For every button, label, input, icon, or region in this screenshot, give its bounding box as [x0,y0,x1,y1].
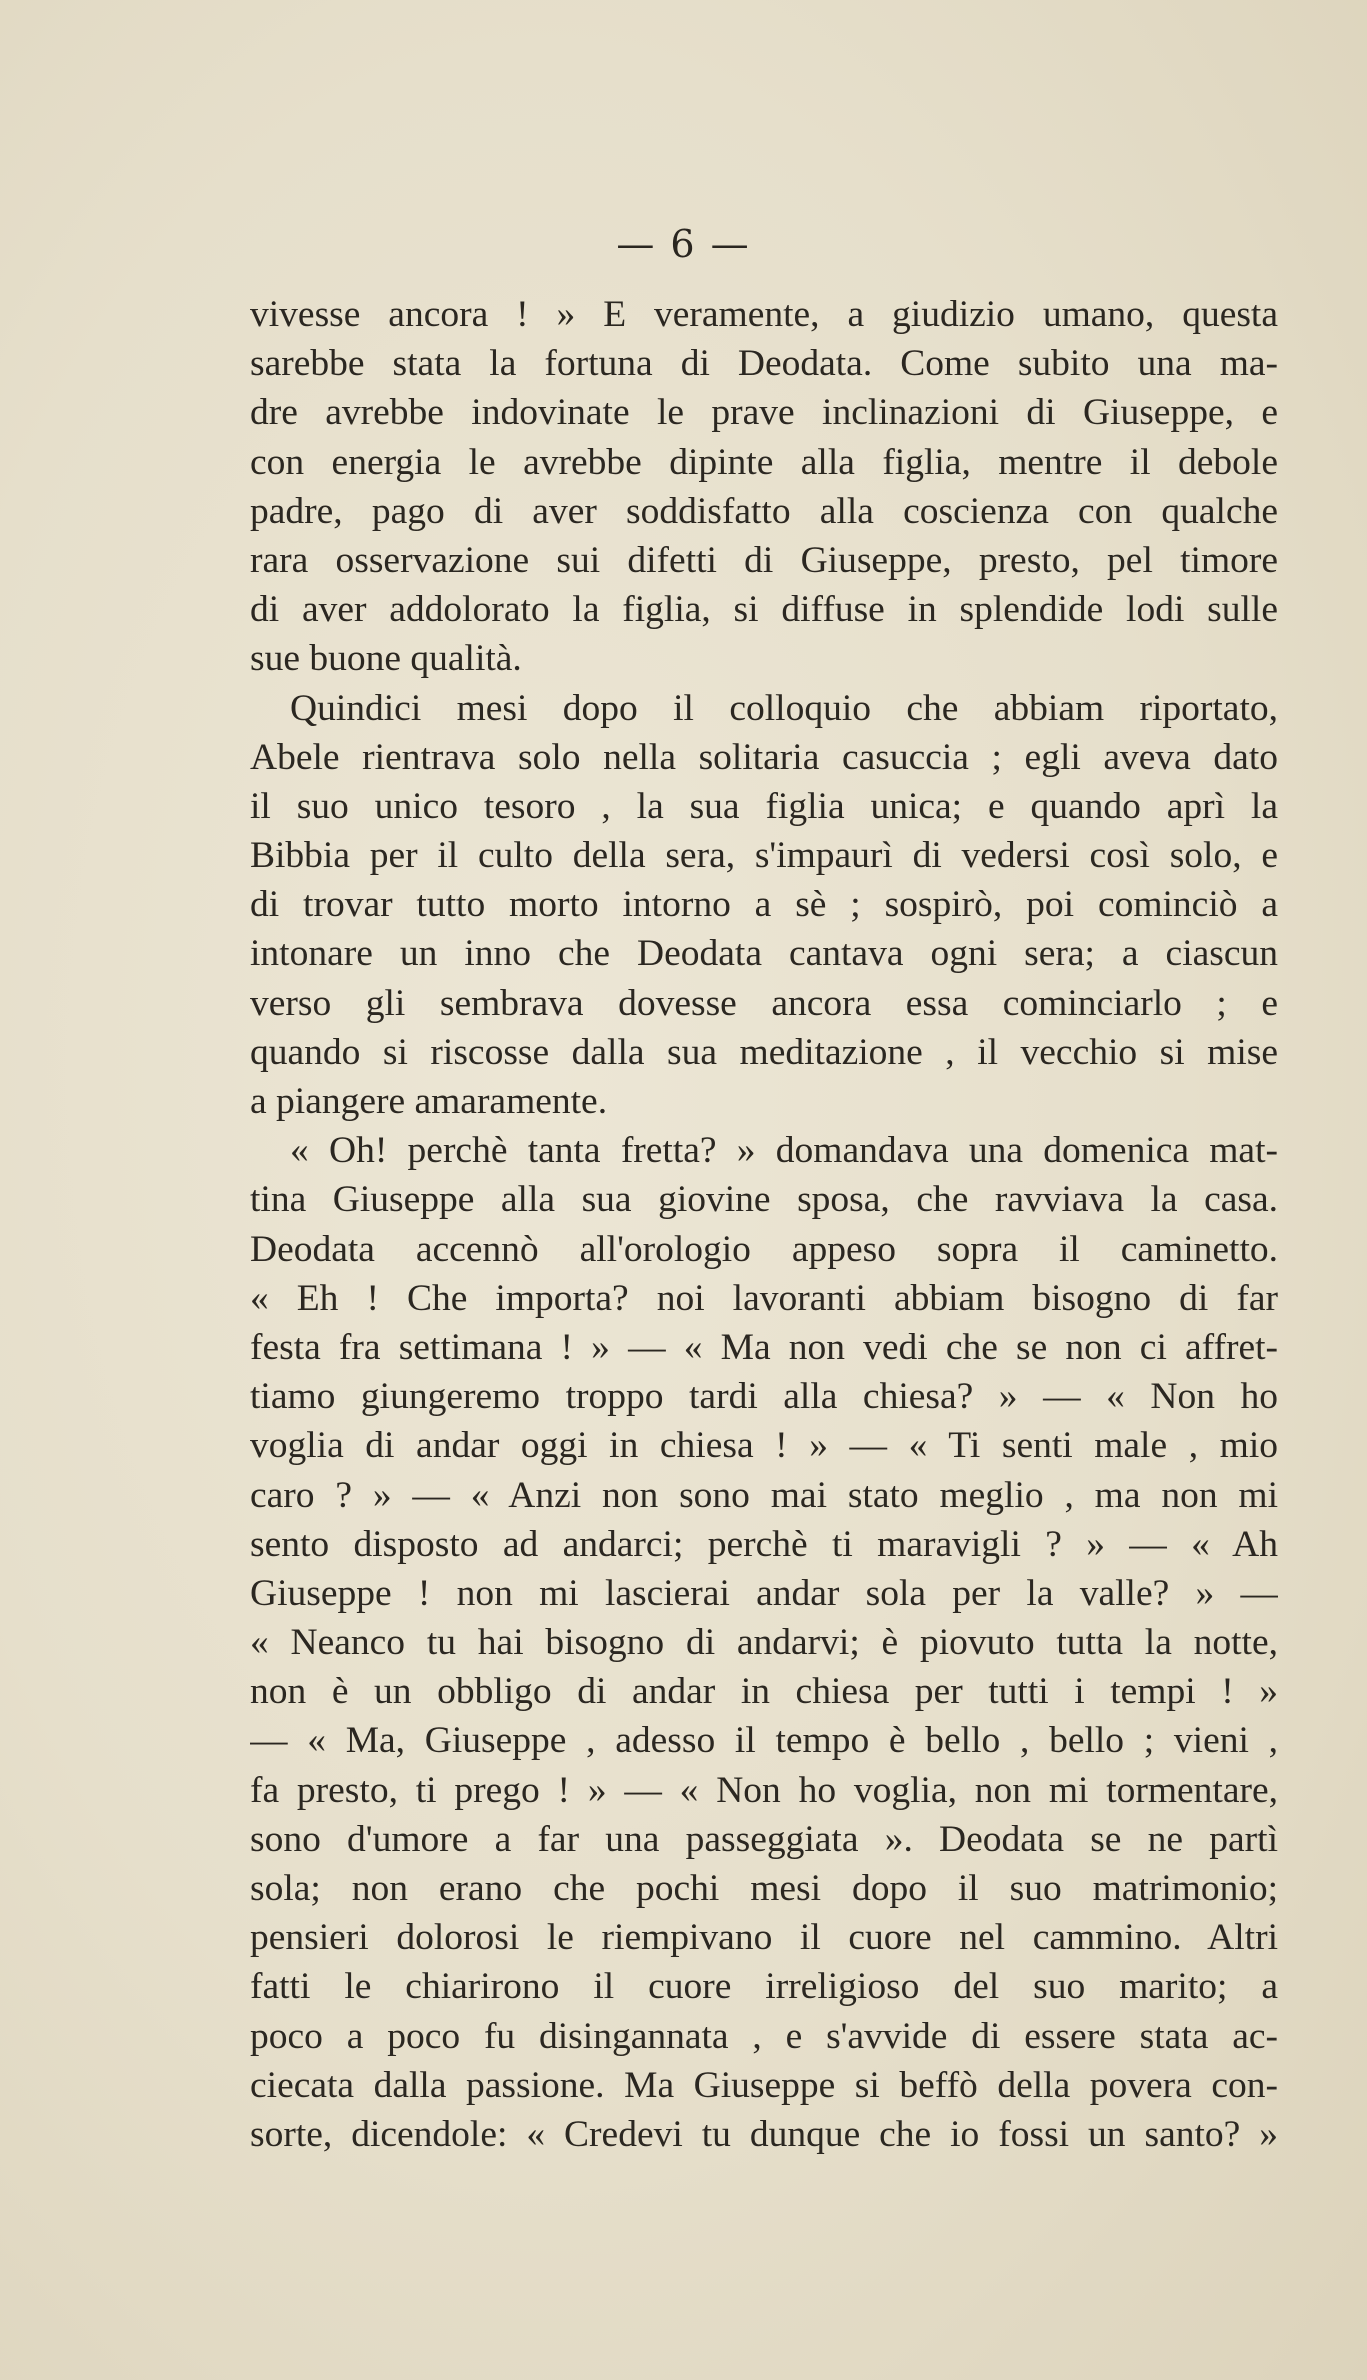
text-line: Abele rientrava solo nella solitaria casuccia ; egli aveva dato [250,736,1278,778]
text-line: verso gli sembrava dovesse ancora essa cominciarlo ; e [250,982,1278,1024]
text-line: ciecata dalla passione. Ma Giuseppe si beffò della povera con- [250,2064,1278,2106]
text-line: sono d'umore a far una passeggiata ». Deodata se ne partì [250,1818,1278,1860]
text-line: « Eh ! Che importa? noi lavoranti abbiam bisogno di far [250,1277,1278,1319]
text-line: non è un obbligo di andar in chiesa per tutti i tempi ! » [250,1671,1278,1713]
text-line: sorte, dicendole: « Credevi tu dunque che io fossi un santo? » [250,2113,1278,2155]
text-line: sarebbe stata la fortuna di Deodata. Come subito una ma- [250,343,1278,385]
text-line: a piangere amaramente. [250,1081,608,1122]
text-line: Giuseppe ! non mi lascierai andar sola per la valle? » — [250,1572,1278,1614]
text-line: intonare un inno che Deodata cantava ogni sera; a ciascun [250,933,1278,975]
text-line: fa presto, ti prego ! » — « Non ho voglia, non mi tormentare, [250,1769,1278,1811]
text-line: fatti le chiarirono il cuore irreligioso del suo marito; a [250,1966,1278,2008]
text-line: Deodata accennò all'orologio appeso sopra il caminetto. [250,1228,1278,1270]
page-number: — 6 — [616,222,751,266]
text-line: caro ? » — « Anzi non sono mai stato meglio , ma non mi [250,1474,1278,1516]
text-line: tiamo giungeremo troppo tardi alla chiesa? » — « Non ho [250,1376,1278,1418]
text-line: quando si riscosse dalla sua meditazione , il vecchio si mise [250,1031,1278,1073]
text-line: sola; non erano che pochi mesi dopo il suo matrimonio; [250,1868,1278,1909]
text-line: rara osservazione sui difetti di Giuseppe, presto, pel timore [250,539,1278,581]
page-body-text [250,290,1278,2159]
text-line: sue buone qualità. [250,638,522,680]
text-line: di aver addolorato la figlia, si diffuse in splendide lodi sulle [250,589,1278,631]
text-line: festa fra settimana ! » — « Ma non vedi che se non ci affret- [250,1326,1278,1368]
text-line: « Neanco tu hai bisogno di andarvi; è piovuto tutta la notte, [250,1622,1278,1664]
text-line: poco a poco fu disingannata , e s'avvide di essere stata ac- [250,2015,1278,2057]
text-line: sento disposto ad andarci; perchè ti maravigli ? » — « Ah [250,1523,1278,1565]
text-line: « Oh! perchè tanta fretta? » domandava una domenica mat- [290,1130,1278,1172]
text-line: Bibbia per il culto della sera, s'impaurì di vedersi così solo, e [250,835,1278,877]
text-line: padre, pago di aver soddisfatto alla coscienza con qualche [250,490,1278,532]
text-line: con energia le avrebbe dipinte alla figlia, mentre il debole [250,441,1278,483]
text-line: — « Ma, Giuseppe , adesso il tempo è bello , bello ; vieni , [250,1720,1278,1762]
text-line: tina Giuseppe alla sua giovine sposa, che ravviava la casa. [250,1179,1278,1221]
text-line: vivesse ancora ! » E veramente, a giudizio umano, questa [250,294,1278,335]
text-line: di trovar tutto morto intorno a sè ; sospirò, poi cominciò a [250,884,1278,926]
text-line: dre avrebbe indovinate le prave inclinazioni di Giuseppe, e [250,392,1278,434]
text-line: il suo unico tesoro , la sua figlia unica; e quando aprì la [250,785,1278,827]
text-line: voglia di andar oggi in chiesa ! » — « Ti senti male , mio [250,1425,1278,1467]
text-line: pensieri dolorosi le riempivano il cuore nel cammino. Altri [250,1917,1278,1959]
text-line: Quindici mesi dopo il colloquio che abbiam riportato, [290,687,1278,729]
